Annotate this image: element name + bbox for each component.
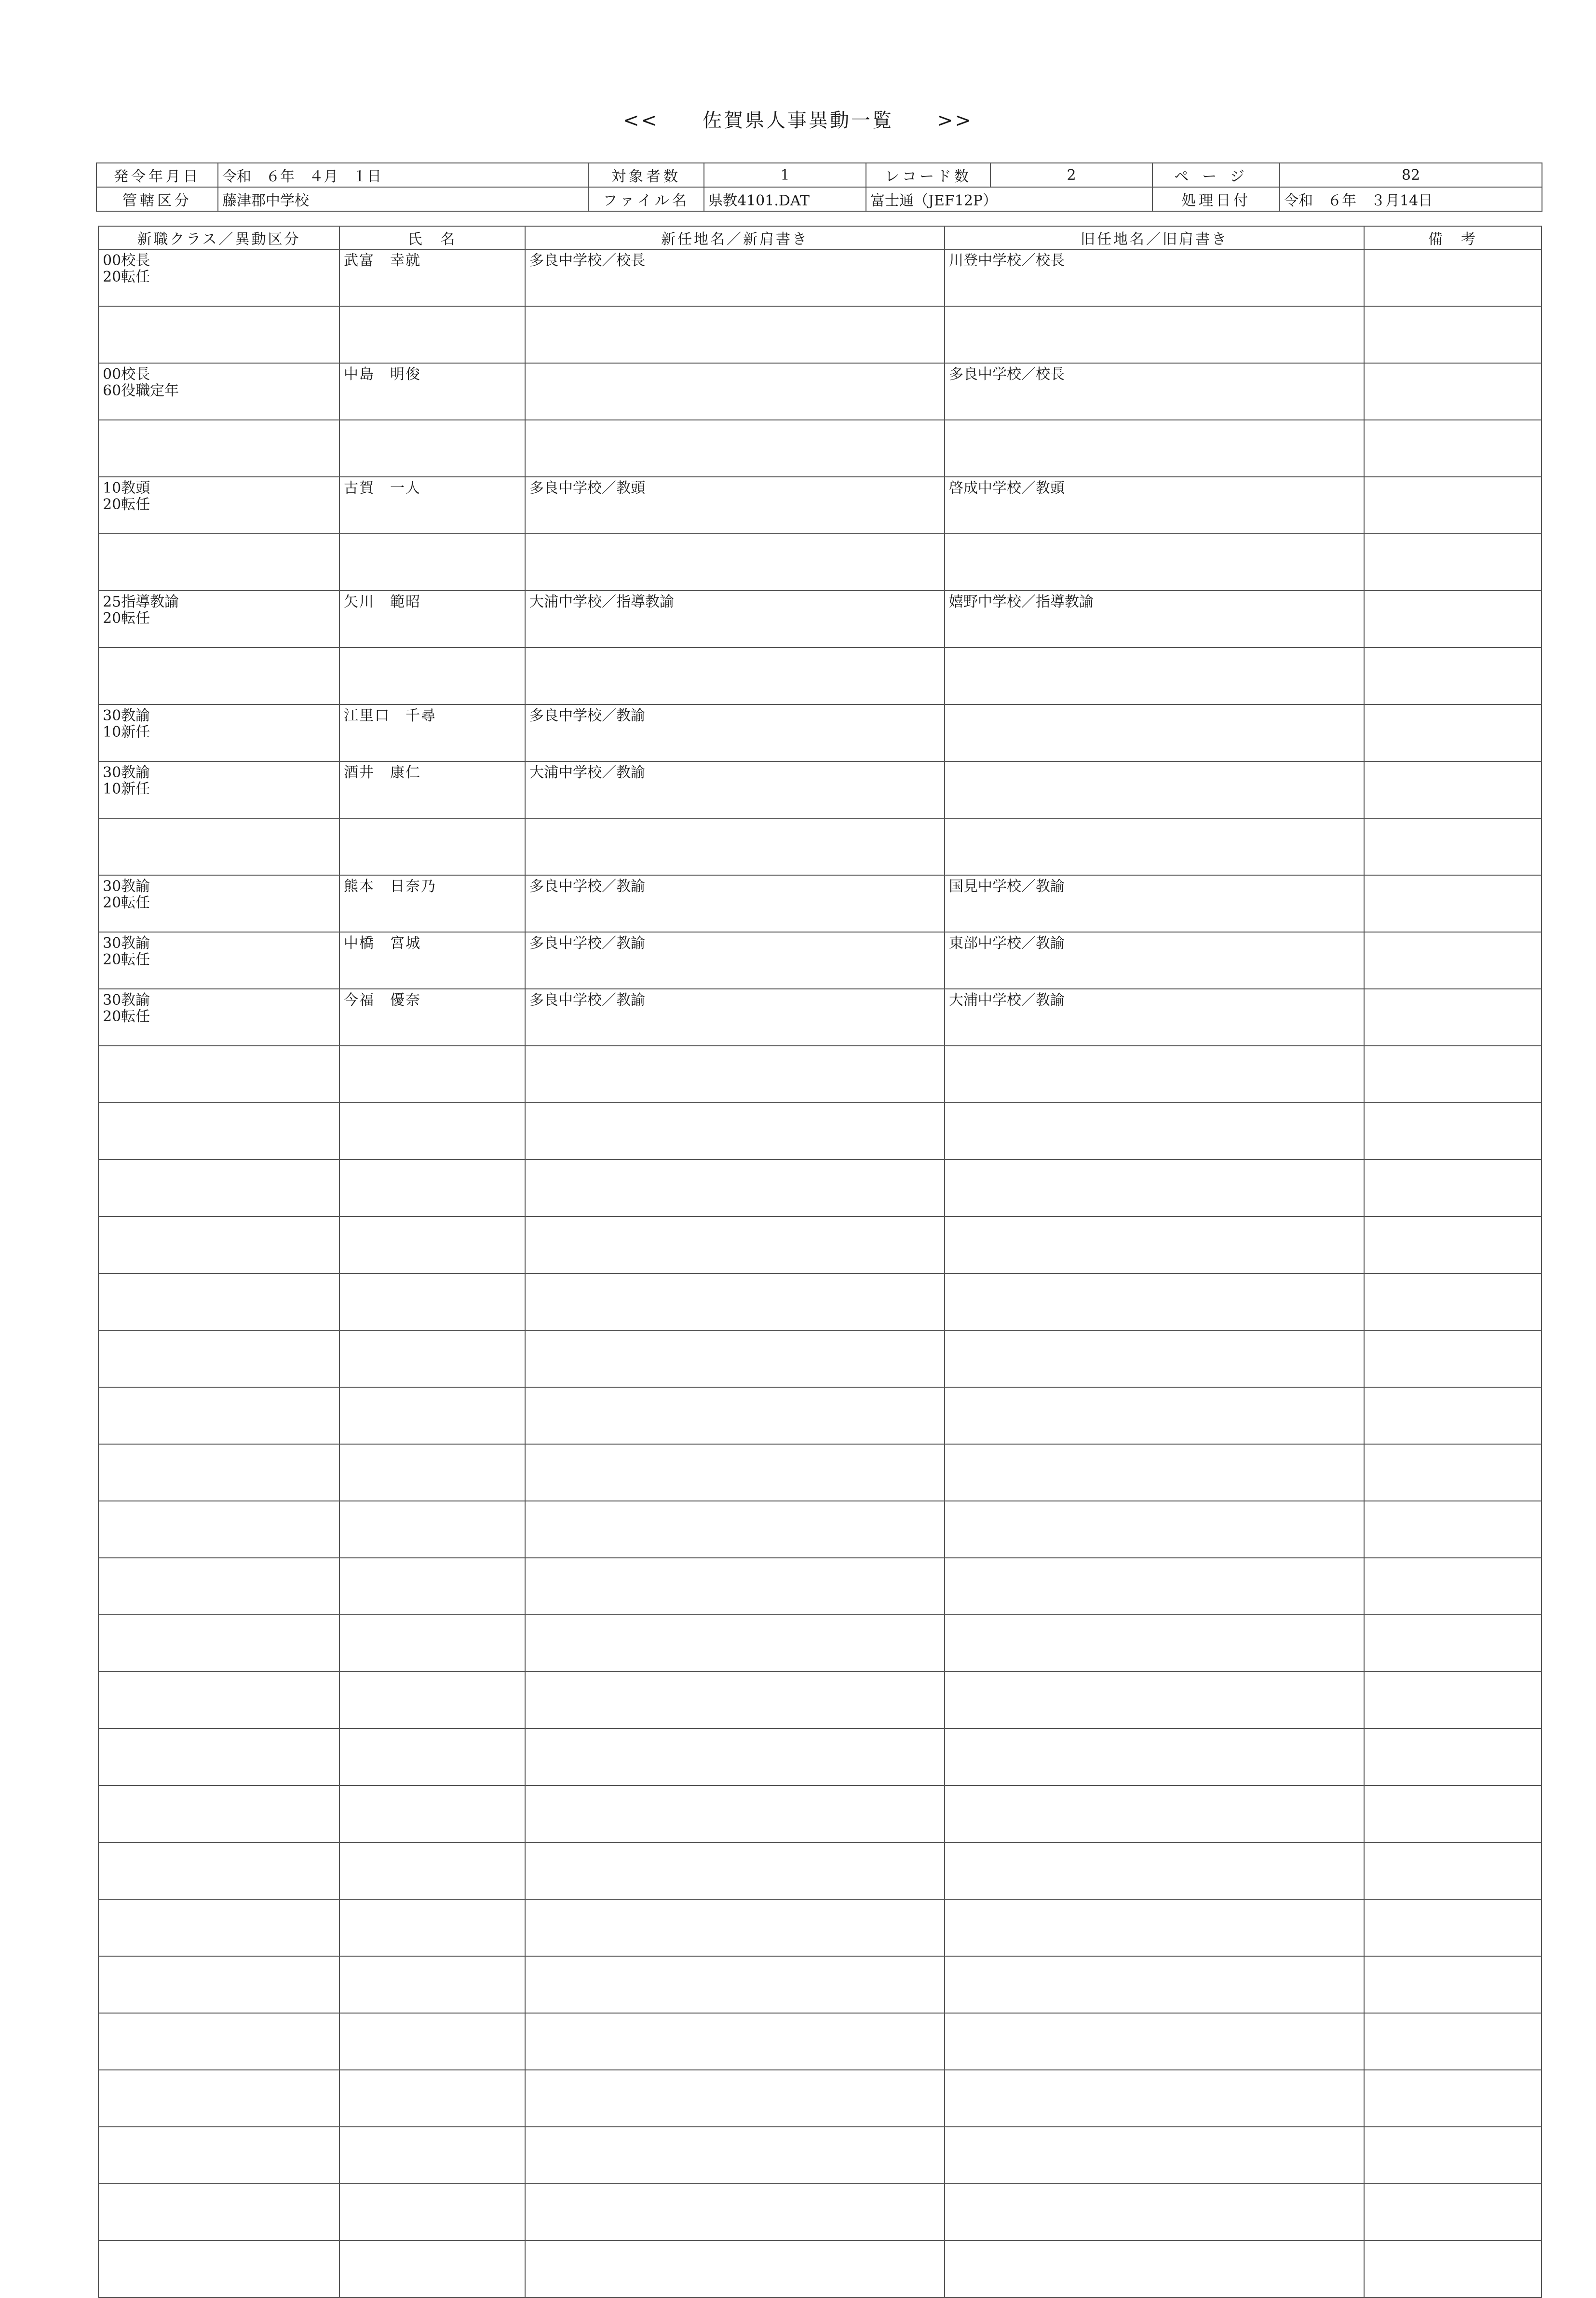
- hatsurei-value: 令和 ６年 ４月 １日: [218, 163, 588, 187]
- kankatsu-label: 管轄区分: [96, 187, 218, 211]
- person-name: 江里口 千尋: [339, 704, 525, 761]
- table-row: [98, 2070, 1542, 2127]
- title-left-mark: <<: [622, 109, 659, 132]
- title-right-mark: >>: [937, 109, 974, 132]
- new-post: [525, 1842, 945, 1899]
- note: [1364, 1729, 1542, 1785]
- class-cell: [98, 420, 339, 477]
- class-cell: [98, 1785, 339, 1842]
- note: [1364, 1956, 1542, 2013]
- class-cell: [98, 2184, 339, 2241]
- old-post: [945, 1103, 1364, 1160]
- old-post: 嬉野中学校／指導教諭: [945, 591, 1364, 648]
- class-cell: [98, 2241, 339, 2298]
- table-row: [98, 420, 1542, 477]
- transfer-type: 20転任: [103, 496, 150, 513]
- old-post: [945, 1729, 1364, 1785]
- table-row: [98, 761, 1542, 818]
- job-class: 30教諭: [103, 935, 150, 952]
- person-name: [339, 1160, 525, 1217]
- note: [1364, 875, 1542, 932]
- new-post: [525, 1956, 945, 2013]
- job-class: 25指導教諭: [103, 594, 179, 610]
- table-row: [98, 932, 1542, 989]
- old-post: 国見中学校／教諭: [945, 875, 1364, 932]
- new-post: 多良中学校／教諭: [525, 875, 945, 932]
- note: [1364, 420, 1542, 477]
- new-post: [525, 2127, 945, 2184]
- new-post: [525, 363, 945, 420]
- note: [1364, 1103, 1542, 1160]
- person-name: [339, 1330, 525, 1387]
- job-class: 00校長: [103, 366, 150, 383]
- person-name: [339, 1842, 525, 1899]
- person-name: [339, 1046, 525, 1103]
- person-name: [339, 1672, 525, 1729]
- old-post: [945, 704, 1364, 761]
- class-cell: [98, 1330, 339, 1387]
- note: [1364, 306, 1542, 363]
- person-name: 古賀 一人: [339, 477, 525, 534]
- note: [1364, 2127, 1542, 2184]
- new-post: [525, 1785, 945, 1842]
- note: [1364, 477, 1542, 534]
- col-class: 新職クラス／異動区分: [98, 226, 339, 249]
- page-title: [0, 105, 1596, 133]
- table-row: [98, 1956, 1542, 2013]
- note: [1364, 1046, 1542, 1103]
- person-name: [339, 1729, 525, 1785]
- old-post: [945, 1444, 1364, 1501]
- note: [1364, 1899, 1542, 1956]
- class-cell: [98, 477, 339, 534]
- table-row: [98, 477, 1542, 534]
- new-post: [525, 1501, 945, 1558]
- old-post: [945, 1842, 1364, 1899]
- table-row: [98, 2127, 1542, 2184]
- new-post: 多良中学校／教諭: [525, 932, 945, 989]
- old-post: [945, 1672, 1364, 1729]
- old-post: [945, 1615, 1364, 1672]
- table-row: [98, 1785, 1542, 1842]
- class-cell: [98, 1103, 339, 1160]
- job-class: 30教諭: [103, 764, 150, 781]
- old-post: [945, 2241, 1364, 2298]
- old-post: [945, 534, 1364, 591]
- old-post: [945, 648, 1364, 704]
- class-cell: [98, 591, 339, 648]
- job-class: 00校長: [103, 252, 150, 269]
- table-row: [98, 363, 1542, 420]
- person-name: 武富 幸就: [339, 249, 525, 306]
- table-row: [98, 591, 1542, 648]
- person-name: [339, 2241, 525, 2298]
- new-post: [525, 1729, 945, 1785]
- old-post: [945, 306, 1364, 363]
- note: [1364, 1217, 1542, 1273]
- class-cell: [98, 1672, 339, 1729]
- note: [1364, 1558, 1542, 1615]
- shori-label: 処理日付: [1152, 187, 1280, 211]
- note: [1364, 1615, 1542, 1672]
- new-post: [525, 1103, 945, 1160]
- transfer-type: 20転任: [103, 894, 150, 911]
- class-cell: [98, 1615, 339, 1672]
- new-post: [525, 534, 945, 591]
- note: [1364, 1501, 1542, 1558]
- table-row: [98, 1558, 1542, 1615]
- old-post: [945, 1956, 1364, 2013]
- col-name: 氏 名: [339, 226, 525, 249]
- taisho-value: 1: [704, 163, 866, 187]
- transfer-type: 20転任: [103, 610, 150, 627]
- table-row: [98, 1729, 1542, 1785]
- person-name: [339, 2184, 525, 2241]
- title-text: 佐賀県人事異動一覧: [703, 109, 893, 132]
- table-row: [98, 704, 1542, 761]
- table-row: [98, 875, 1542, 932]
- table-row: [98, 1387, 1542, 1444]
- new-post: [525, 1046, 945, 1103]
- person-name: [339, 1217, 525, 1273]
- table-row: [98, 1103, 1542, 1160]
- maker-value: 富士通（JEF12P）: [866, 187, 1152, 211]
- header-row-1: [96, 163, 1542, 187]
- new-post: 多良中学校／校長: [525, 249, 945, 306]
- page-label: ページ: [1152, 163, 1280, 187]
- note: [1364, 1672, 1542, 1729]
- record-label: レコード数: [866, 163, 990, 187]
- table-row: [98, 1217, 1542, 1273]
- old-post: [945, 1387, 1364, 1444]
- class-cell: [98, 1729, 339, 1785]
- new-post: [525, 1273, 945, 1330]
- person-name: [339, 420, 525, 477]
- person-name: [339, 1615, 525, 1672]
- note: [1364, 818, 1542, 875]
- old-post: [945, 2184, 1364, 2241]
- class-cell: [98, 989, 339, 1046]
- person-name: [339, 648, 525, 704]
- note: [1364, 1330, 1542, 1387]
- class-cell: [98, 648, 339, 704]
- new-post: [525, 1160, 945, 1217]
- transfer-table: [98, 226, 1542, 2298]
- new-post: 多良中学校／教諭: [525, 989, 945, 1046]
- person-name: [339, 1387, 525, 1444]
- table-row: [98, 1899, 1542, 1956]
- class-cell: [98, 932, 339, 989]
- table-row: [98, 1501, 1542, 1558]
- note: [1364, 648, 1542, 704]
- table-row: [98, 2241, 1542, 2298]
- class-cell: [98, 2070, 339, 2127]
- class-cell: [98, 818, 339, 875]
- class-cell: [98, 306, 339, 363]
- note: [1364, 932, 1542, 989]
- old-post: 多良中学校／校長: [945, 363, 1364, 420]
- col-old-post: 旧任地名／旧肩書き: [945, 226, 1364, 249]
- new-post: [525, 1387, 945, 1444]
- note: [1364, 591, 1542, 648]
- note: [1364, 2070, 1542, 2127]
- page-value: 82: [1280, 163, 1542, 187]
- person-name: 今福 優奈: [339, 989, 525, 1046]
- old-post: [945, 818, 1364, 875]
- class-cell: [98, 1444, 339, 1501]
- new-post: 多良中学校／教諭: [525, 704, 945, 761]
- job-class: 30教諭: [103, 878, 150, 895]
- class-cell: [98, 1956, 339, 2013]
- person-name: [339, 1956, 525, 2013]
- class-cell: [98, 2127, 339, 2184]
- old-post: [945, 1501, 1364, 1558]
- person-name: 中島 明俊: [339, 363, 525, 420]
- transfer-type: 20転任: [103, 1008, 150, 1025]
- class-cell: [98, 1842, 339, 1899]
- note: [1364, 1444, 1542, 1501]
- old-post: [945, 2127, 1364, 2184]
- person-name: [339, 1273, 525, 1330]
- person-name: 矢川 範昭: [339, 591, 525, 648]
- note: [1364, 1273, 1542, 1330]
- table-row: [98, 2184, 1542, 2241]
- class-cell: [98, 2013, 339, 2070]
- new-post: [525, 2241, 945, 2298]
- kankatsu-value: 藤津郡中学校: [218, 187, 588, 211]
- old-post: [945, 1558, 1364, 1615]
- table-row: [98, 1615, 1542, 1672]
- old-post: [945, 420, 1364, 477]
- new-post: 大浦中学校／指導教諭: [525, 591, 945, 648]
- column-header-row: [98, 226, 1542, 249]
- person-name: [339, 306, 525, 363]
- class-cell: [98, 1387, 339, 1444]
- new-post: [525, 306, 945, 363]
- note: [1364, 2013, 1542, 2070]
- person-name: [339, 1103, 525, 1160]
- table-row: [98, 534, 1542, 591]
- transfer-type: 10新任: [103, 724, 150, 741]
- class-cell: [98, 363, 339, 420]
- col-note: 備 考: [1364, 226, 1542, 249]
- note: [1364, 534, 1542, 591]
- new-post: [525, 1899, 945, 1956]
- table-row: [98, 2013, 1542, 2070]
- class-cell: [98, 761, 339, 818]
- new-post: [525, 1672, 945, 1729]
- class-cell: [98, 1899, 339, 1956]
- person-name: 酒井 康仁: [339, 761, 525, 818]
- note: [1364, 704, 1542, 761]
- class-cell: [98, 1501, 339, 1558]
- transfer-type: 10新任: [103, 781, 150, 798]
- old-post: [945, 1785, 1364, 1842]
- old-post: [945, 1273, 1364, 1330]
- table-row: [98, 1672, 1542, 1729]
- new-post: [525, 2013, 945, 2070]
- header-row-2: [96, 187, 1542, 211]
- new-post: [525, 1330, 945, 1387]
- person-name: [339, 1444, 525, 1501]
- table-row: [98, 1444, 1542, 1501]
- new-post: [525, 648, 945, 704]
- transfer-type: 20転任: [103, 269, 150, 285]
- person-name: [339, 2127, 525, 2184]
- note: [1364, 1842, 1542, 1899]
- note: [1364, 1387, 1542, 1444]
- new-post: [525, 1558, 945, 1615]
- table-row: [98, 1160, 1542, 1217]
- table-row: [98, 1842, 1542, 1899]
- table-row: [98, 989, 1542, 1046]
- class-cell: [98, 1217, 339, 1273]
- person-name: [339, 1899, 525, 1956]
- job-class: 30教諭: [103, 992, 150, 1009]
- person-name: 熊本 日奈乃: [339, 875, 525, 932]
- old-post: [945, 1217, 1364, 1273]
- table-row: [98, 249, 1542, 306]
- note: [1364, 1160, 1542, 1217]
- transfer-type: 60役職定年: [103, 382, 179, 399]
- job-class: 30教諭: [103, 707, 150, 724]
- table-row: [98, 648, 1542, 704]
- person-name: [339, 2070, 525, 2127]
- old-post: 川登中学校／校長: [945, 249, 1364, 306]
- person-name: [339, 818, 525, 875]
- class-cell: [98, 1273, 339, 1330]
- transfer-type: 20転任: [103, 951, 150, 968]
- note: [1364, 2184, 1542, 2241]
- person-name: [339, 2013, 525, 2070]
- new-post: [525, 1217, 945, 1273]
- table-row: [98, 818, 1542, 875]
- header-table: [96, 162, 1542, 212]
- class-cell: [98, 1160, 339, 1217]
- new-post: [525, 818, 945, 875]
- shori-value: 令和 ６年 ３月14日: [1280, 187, 1542, 211]
- old-post: [945, 761, 1364, 818]
- record-value: 2: [990, 163, 1152, 187]
- old-post: [945, 1899, 1364, 1956]
- class-cell: [98, 704, 339, 761]
- old-post: [945, 1160, 1364, 1217]
- new-post: [525, 1615, 945, 1672]
- class-cell: [98, 1558, 339, 1615]
- old-post: [945, 2013, 1364, 2070]
- file-label: ファイル名: [588, 187, 704, 211]
- person-name: [339, 1785, 525, 1842]
- note: [1364, 1785, 1542, 1842]
- old-post: [945, 1046, 1364, 1103]
- new-post: 多良中学校／教頭: [525, 477, 945, 534]
- hatsurei-label: 発令年月日: [96, 163, 218, 187]
- old-post: [945, 2070, 1364, 2127]
- new-post: [525, 2070, 945, 2127]
- new-post: [525, 1444, 945, 1501]
- job-class: 10教頭: [103, 480, 150, 497]
- old-post: 啓成中学校／教頭: [945, 477, 1364, 534]
- person-name: [339, 534, 525, 591]
- class-cell: [98, 1046, 339, 1103]
- old-post: [945, 1330, 1364, 1387]
- note: [1364, 363, 1542, 420]
- new-post: [525, 2184, 945, 2241]
- person-name: 中橋 宮城: [339, 932, 525, 989]
- new-post: 大浦中学校／教諭: [525, 761, 945, 818]
- note: [1364, 2241, 1542, 2298]
- old-post: 大浦中学校／教諭: [945, 989, 1364, 1046]
- file-value: 県教4101.DAT: [704, 187, 866, 211]
- table-row: [98, 1046, 1542, 1103]
- class-cell: [98, 249, 339, 306]
- col-new-post: 新任地名／新肩書き: [525, 226, 945, 249]
- class-cell: [98, 875, 339, 932]
- note: [1364, 989, 1542, 1046]
- person-name: [339, 1558, 525, 1615]
- table-row: [98, 1273, 1542, 1330]
- table-row: [98, 1330, 1542, 1387]
- old-post: 東部中学校／教諭: [945, 932, 1364, 989]
- class-cell: [98, 534, 339, 591]
- person-name: [339, 1501, 525, 1558]
- new-post: [525, 420, 945, 477]
- note: [1364, 249, 1542, 306]
- table-row: [98, 306, 1542, 363]
- note: [1364, 761, 1542, 818]
- taisho-label: 対象者数: [588, 163, 704, 187]
